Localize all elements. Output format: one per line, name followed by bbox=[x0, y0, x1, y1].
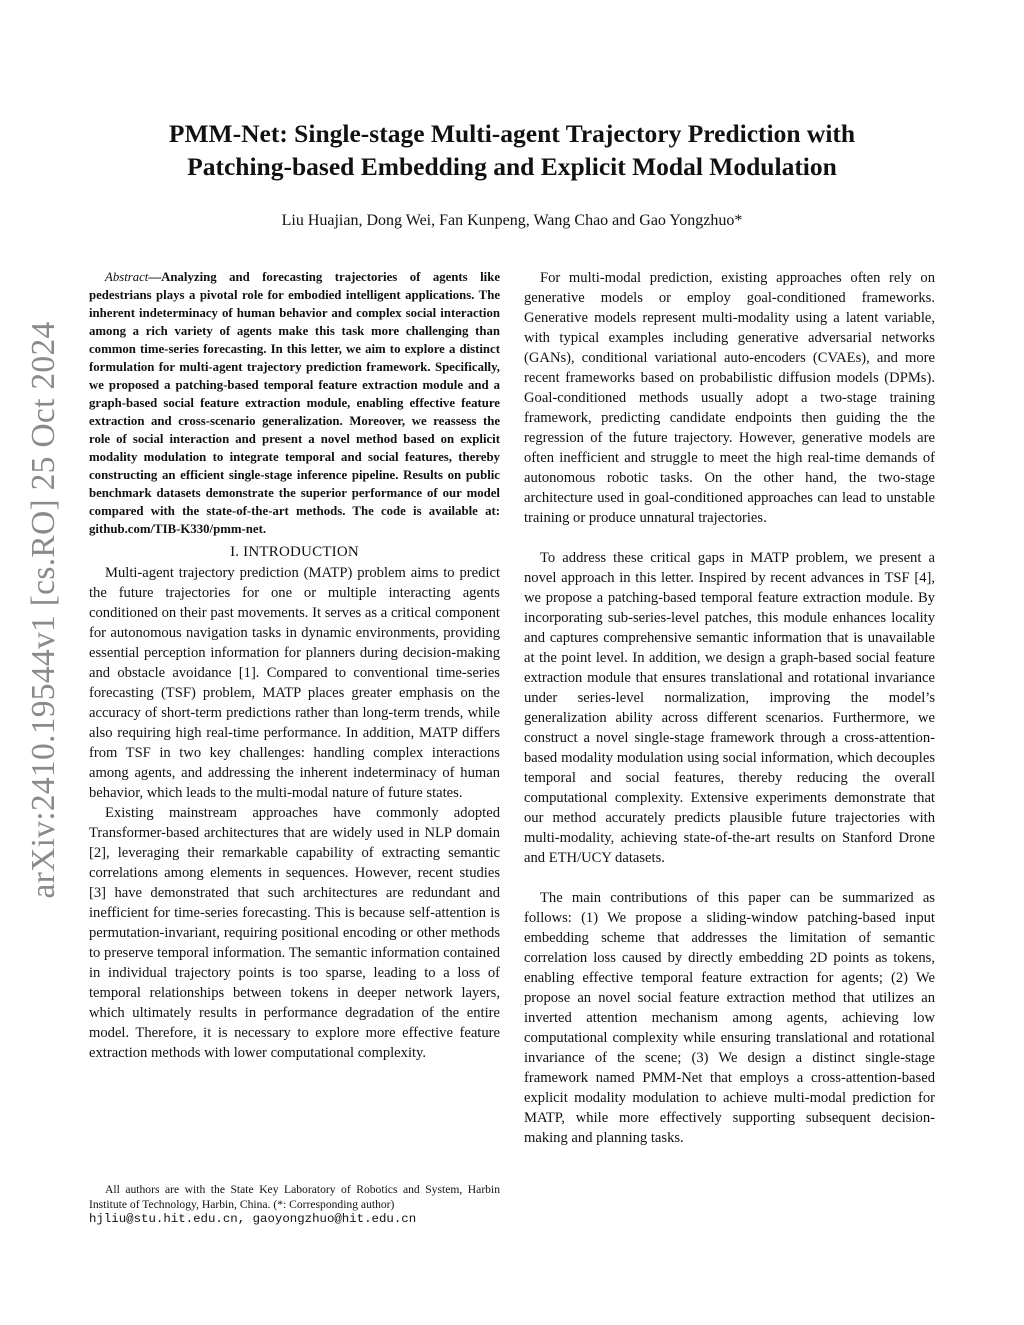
intro-paragraph-4: To address these critical gaps in MATP problem, we present a novel approach in this letter. Inspired by recent advances in TSF [4], we propose a patching-based temporal feature extraction module. By incorporating sub-series-level patches, this module enhances locality and captures comprehensive semantic information that is unavailable at the point level. In addition, we design a graph-based social feature extraction module that ensures translational and rotational invariance under series-level normalization, improving the model’s generalization ability across different scenarios. Furthermore, we construct a novel single-stage framework through a cross-attention-based modality modulation using social information, which decouples temporal and social features, thereby reducing the overall computational complexity. Extensive experiments demonstrate that our method accurately predicts plausible future trajectories with multi-modality, achieving state-of-the-art results on Stanford Drone and ETH/UCY datasets. bbox=[524, 550, 935, 866]
left-column bbox=[89, 268, 500, 1063]
abstract bbox=[89, 268, 500, 538]
intro-paragraph-3: For multi-modal prediction, existing approaches often rely on generative models or employ goal-conditioned frameworks. Generative models represent multi-modality using a latent variable, with typical examples including generative adversarial networks (GANs), conditional variational auto-encoders (CVAEs), and more recent frameworks based on probabilistic diffusion models (DPMs). Goal-conditioned methods usually adopt a two-stage training framework, predicting candidate endpoints then guiding the the regression of the future trajectory. However, generative models are often inefficient and struggle to meet the high real-time demands of autonomous robotic tasks. On the other hand, the two-stage architecture used in goal-conditioned approaches can lead to unstable training or produce unnatural trajectories. bbox=[524, 270, 935, 526]
intro-paragraph-2: Existing mainstream approaches have commonly adopted Transformer-based architectures that are widely used in NLP domain [2], leveraging their remarkable capability of extracting semantic correlations among elements in sequences. However, recent studies [3] have demonstrated that such architectures are redundant and inefficient for time-series forecasting. This is because self-attention is permutation-invariant, requiring positional encoding or other methods to preserve temporal information. The semantic information contained in individual trajectory points is too sparse, leading to a loss of temporal relationships between tokens in deeper network layers, which ultimately results in performance degradation of the entire model. Therefore, it is necessary to explore more effective feature extraction methods with lower computational complexity. bbox=[89, 805, 500, 1061]
right-column bbox=[524, 268, 935, 1148]
abstract-text: Analyzing and forecasting trajectories of agents like pedestrians plays a pivotal role for embodied intelligent applications. The inherent indeterminacy of human behavior and complex social interaction among a rich variety of agents make this task more challenging than common time-series forecasting. In this letter, we aim to explore a distinct formulation for multi-agent trajectory prediction framework. Specifically, we proposed a patching-based temporal feature extraction module and a graph-based social feature extraction module, enabling effective feature extraction and cross-scenario generalization. Moreover, we reassess the role of social interaction and present a novel method based on explicit modality modulation to integrate temporal and social features, thereby constructing an efficient single-stage inference pipeline. Results on public benchmark datasets demonstrate the superior performance of our model compared with the state-of-the-art methods. The code is available at: github.com/TIB-K330/pmm-net. bbox=[89, 270, 500, 536]
footnote-emails: hjliu@stu.hit.edu.cn, gaoyongzhuo@hit.edu.cn bbox=[89, 1212, 417, 1226]
arxiv-identifier-text: arXiv:2410.19544v1 [cs.RO] 25 Oct 2024 bbox=[25, 321, 62, 899]
section-heading-introduction: I. INTRODUCTION bbox=[230, 544, 359, 560]
author-affiliation-footnote bbox=[89, 1182, 500, 1227]
intro-paragraph-1: Multi-agent trajectory prediction (MATP) problem aims to predict the future trajectories for one or multiple interacting agents conditioned on their past movements. It serves as a critical component for autonomous navigation tasks in dynamic environments, providing essential perception information for planners during decision-making and obstacle avoidance [1]. Compared to conventional time-series forecasting (TSF) problem, MATP places greater emphasis on the accuracy of short-term predictions rather than long-term trends, while also requiring high real-time performance. In addition, MATP differs from TSF in two key challenges: handling complex interactions among agents, and addressing the inherent indeterminacy of human behavior, which leads to the multi-modal nature of future states. bbox=[89, 565, 500, 801]
intro-paragraph-5: The main contributions of this paper can be summarized as follows: (1) We propose a sliding-window patching-based input embedding scheme that addresses the limitation of semantic correlation loss caused by directly embedding 2D points as tokens, enabling effective temporal feature extraction for agents; (2) We propose an novel social feature extraction method that utilizes an inverted attention mechanism among agents, achieving low computational complexity while ensuring translational and rotational invariance of the scene; (3) We design a distinct single-stage framework named PMM-Net that employs a cross-attention-based explicit modality modulation to achieve multi-modal prediction for MATP, while more effectively supporting subsequent decision-making and planning tasks. bbox=[524, 890, 935, 1146]
abstract-label: Abstract bbox=[105, 270, 149, 284]
paper-title bbox=[100, 117, 924, 183]
abstract-dash: — bbox=[148, 270, 162, 284]
footnote-affiliation: All authors are with the State Key Laboratory of Robotics and System, Harbin Institute of Technology, Harbin, China. (*: Corresponding author) bbox=[89, 1183, 500, 1211]
arxiv-identifier-stamp bbox=[12, 260, 76, 960]
title-line-2: Patching-based Embedding and Explicit Modal Modulation bbox=[187, 152, 837, 181]
title-line-1: PMM-Net: Single-stage Multi-agent Trajectory Prediction with bbox=[168, 119, 856, 148]
author-list: Liu Huajian, Dong Wei, Fan Kunpeng, Wang Chao and Gao Yongzhuo* bbox=[281, 212, 743, 229]
